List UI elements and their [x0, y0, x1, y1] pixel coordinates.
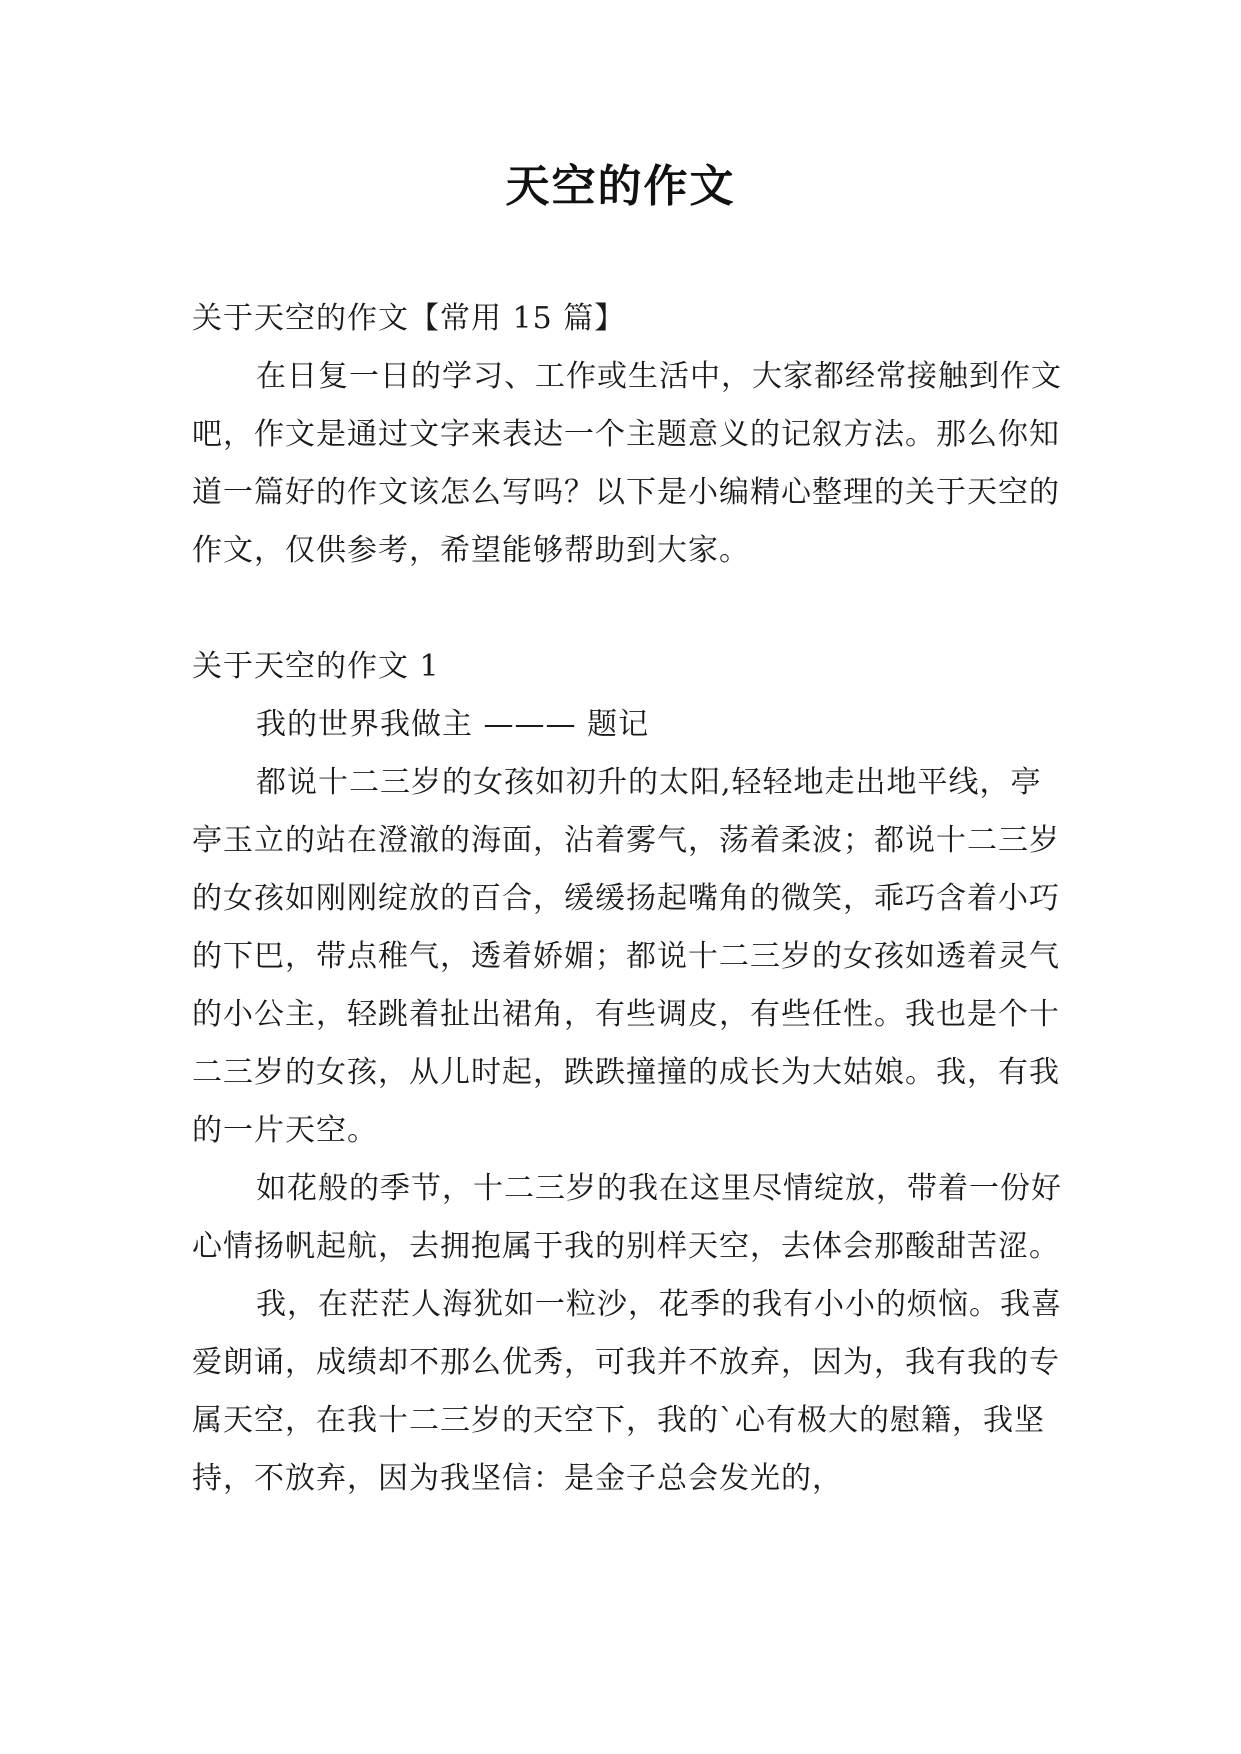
document-title: 天空的作文	[505, 161, 736, 212]
essay-paragraph: 我，在茫茫人海犹如一粒沙，花季的我有小小的烦恼。我喜爱朗诵，成绩却不那么优秀，可我并不放弃，因为，我有我的专属天空，在我十二三岁的天空下，我的`心有极大的慰籍，我坚持，不放弃，因为我坚信：是金子总会发光的，	[192, 1287, 1062, 1496]
essay-paragraph: 都说十二三岁的女孩如初升的太阳,轻轻地走出地平线，亭亭玉立的站在澄澈的海面，沾着雾气，荡着柔波；都说十二三岁的女孩如刚刚绽放的百合，缓缓扬起嘴角的微笑，乖巧含着小巧的下巴，带点稚气，透着娇媚；都说十二三岁的女孩如透着灵气的小公主，轻跳着扯出裙角，有些调皮，有些任性。我也是个十二三岁的女孩，从儿时起，跌跌撞撞的成长为大姑娘。我，有我的一片天空。	[192, 765, 1060, 1148]
document-subtitle: 关于天空的作文【常用 15 篇】	[192, 301, 626, 336]
essay-paragraph: 如花般的季节，十二三岁的我在这里尽情绽放，带着一份好心情扬帆起航，去拥抱属于我的别样天空，去体会那酸甜苦涩。	[192, 1171, 1062, 1264]
document-body	[192, 290, 1072, 1508]
intro-paragraph: 在日复一日的学习、工作或生活中，大家都经常接触到作文吧，作文是通过文字来表达一个主题意义的记叙方法。那么你知道一篇好的作文该怎么写吗？以下是小编精心整理的关于天空的作文，仅供参考，希望能够帮助到大家。	[192, 359, 1062, 568]
section-heading: 关于天空的作文 1	[192, 649, 440, 684]
essay-title: 我的世界我做主 ——— 题记	[256, 707, 650, 742]
